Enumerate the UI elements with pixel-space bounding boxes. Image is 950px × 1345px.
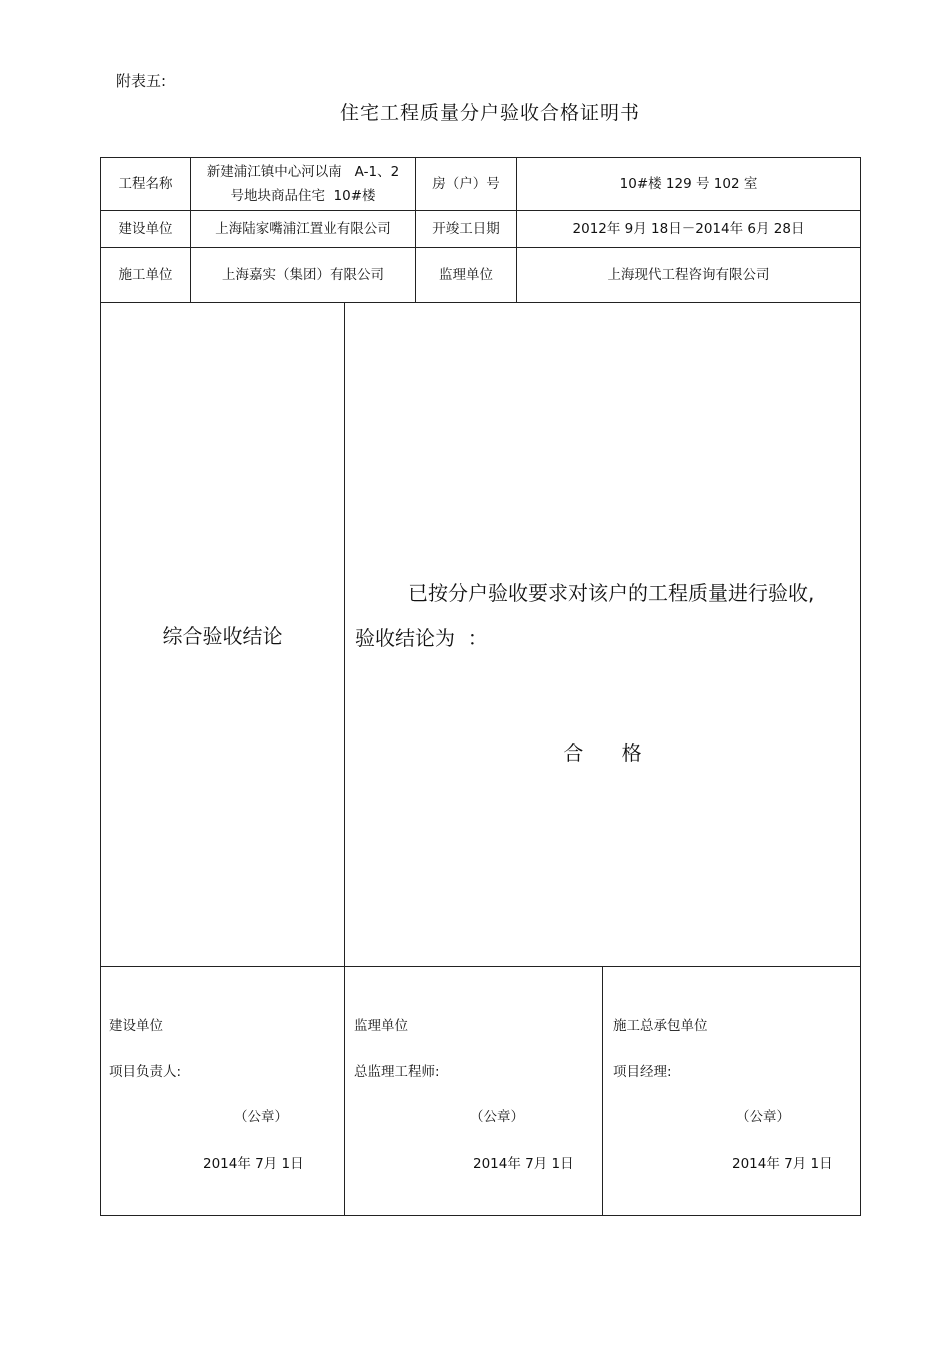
builder-value: 上海陆家嘴浦江置业有限公司 [215, 221, 391, 237]
sign-seal-supervisor: （公章） [470, 1109, 524, 1125]
sign-date-supervisor: 2014年 7月 1日 [473, 1156, 574, 1172]
conclusion-label: 综合验收结论 [162, 624, 283, 648]
sign-unit-builder: 建设单位 [109, 1018, 163, 1034]
room-label: 房（户）号 [432, 176, 500, 192]
sign-unit-contractor: 施工总承包单位 [613, 1018, 708, 1034]
sign-role-contractor: 项目经理: [613, 1064, 672, 1080]
period-value: 2012年 9月 18日－2014年 6月 28日 [572, 221, 805, 237]
project-name-label: 工程名称 [118, 176, 173, 192]
sign-role-builder: 项目负责人: [109, 1064, 182, 1080]
document-title: 住宅工程质量分户验收合格证明书 [339, 102, 640, 124]
period-label: 开竣工日期 [432, 221, 500, 237]
contractor-value: 上海嘉实（集团）有限公司 [222, 267, 384, 283]
sign-seal-contractor: （公章） [736, 1109, 790, 1125]
conclusion-result: 合 格 [563, 741, 642, 765]
sign-seal-builder: （公章） [234, 1109, 288, 1125]
project-name-line2: 号地块商品住宅 10#楼 [230, 188, 376, 204]
annex-label: 附表五: [116, 72, 167, 90]
sign-date-builder: 2014年 7月 1日 [203, 1156, 304, 1172]
conclusion-text-line2: 验收结论为 ： [355, 626, 488, 650]
sign-unit-supervisor: 监理单位 [354, 1018, 408, 1034]
project-name-line1: 新建浦江镇中心河以南 A-1、2 [206, 164, 400, 180]
supervisor-value: 上海现代工程咨询有限公司 [607, 267, 770, 283]
supervisor-label: 监理单位 [439, 267, 493, 283]
builder-label: 建设单位 [118, 221, 173, 237]
sign-role-supervisor: 总监理工程师: [354, 1064, 440, 1080]
conclusion-text-line1: 已按分户验收要求对该户的工程质量进行验收, [408, 581, 815, 605]
room-value: 10#楼 129 号 102 室 [619, 176, 758, 192]
contractor-label: 施工单位 [118, 267, 173, 283]
project-name-value [191, 158, 415, 210]
sign-date-contractor: 2014年 7月 1日 [732, 1156, 833, 1172]
